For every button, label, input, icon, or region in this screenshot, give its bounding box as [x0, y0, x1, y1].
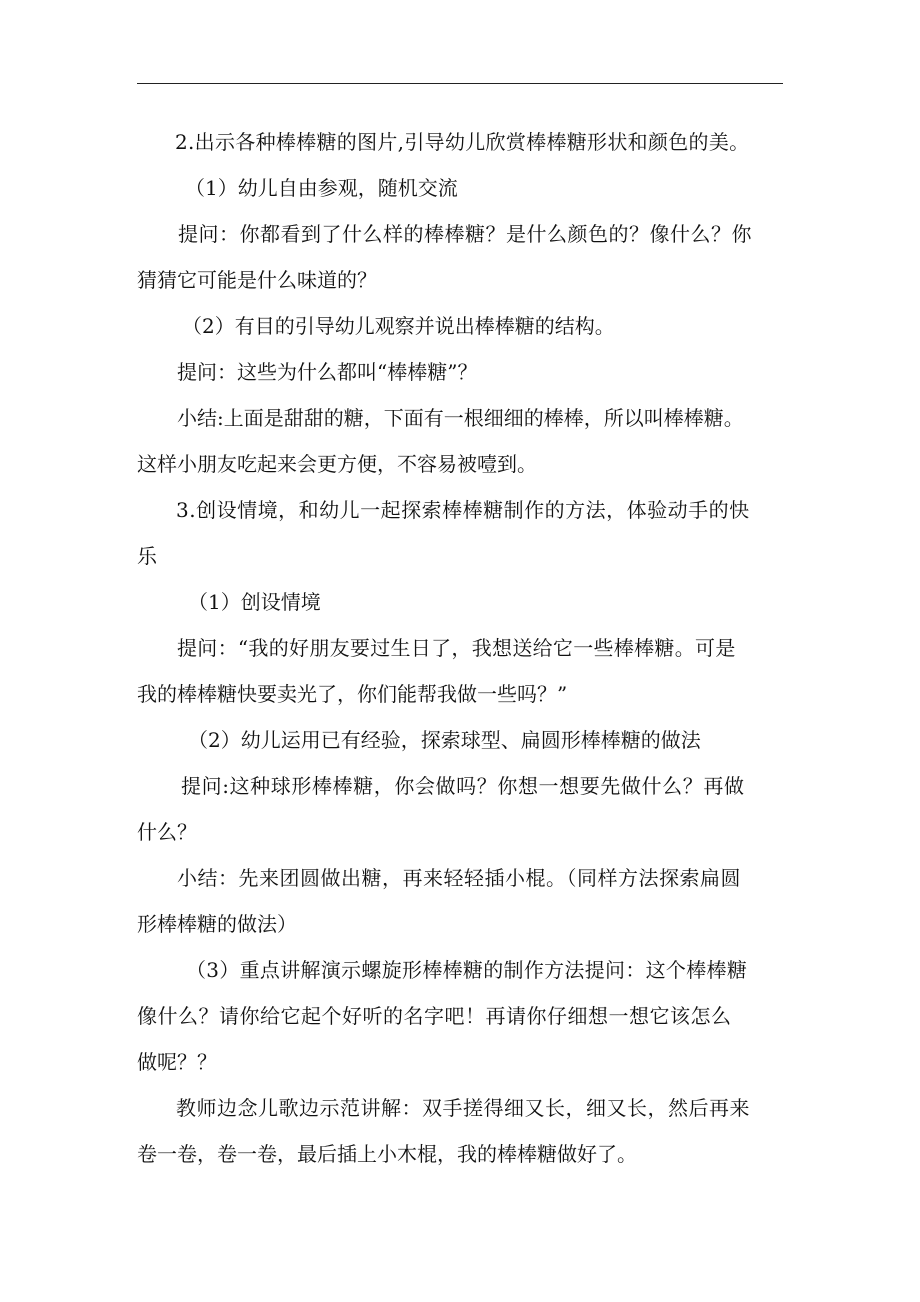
text-line-8: 这样小朋友吃起来会更方便，不容易被噎到。 [137, 452, 537, 476]
text-line-1: 2.出示各种棒棒糖的图片,引导幼儿欣赏棒棒糖形状和颜色的美。 [175, 130, 750, 154]
text-line-21: 做呢？？ [137, 1050, 217, 1074]
text-line-2: （1）幼儿自由参观，随机交流 [185, 176, 458, 200]
text-line-10: 乐 [137, 544, 157, 568]
text-line-13: 我的棒棒糖快要卖光了，你们能帮我做一些吗？” [137, 682, 568, 706]
text-line-18: 形棒棒糖的做法） [137, 912, 297, 936]
text-line-3: 提问：你都看到了什么样的棒棒糖？是什么颜色的？像什么？你 [178, 222, 752, 246]
text-line-14: （2）幼儿运用已有经验，探索球型、扁圆形棒棒糖的做法 [188, 728, 701, 752]
text-line-5: （2）有目的引导幼儿观察并说出棒棒糖的结构。 [182, 314, 615, 338]
text-line-16: 什么？ [137, 820, 197, 844]
text-line-23: 卷一卷，卷一卷，最后插上小木棍，我的棒棒糖做好了。 [137, 1142, 637, 1166]
text-line-6: 提问：这些为什么都叫“棒棒糖”？ [177, 360, 478, 384]
text-line-20: 像什么？请你给它起个好听的名字吧！再请你仔细想一想它该怎么 [137, 1004, 732, 1028]
text-line-17: 小结：先来团圆做出糖，再来轻轻插小棍。（同样方法探索扁圆 [177, 866, 741, 890]
text-line-12: 提问：“我的好朋友要过生日了，我想送给它一些棒棒糖。可是 [177, 636, 736, 660]
text-line-9: 3.创设情境，和幼儿一起探索棒棒糖制作的方法，体验动手的快 [176, 498, 750, 522]
text-line-15: 提问:这种球形棒棒糖，你会做吗？你想一想要先做什么？再做 [181, 774, 745, 798]
text-line-19: （3）重点讲解演示螺旋形棒棒糖的制作方法提问：这个棒棒糖 [186, 958, 748, 982]
header-rule [137, 83, 783, 84]
text-line-22: 教师边念儿歌边示范讲解：双手搓得细又长，细又长，然后再来 [176, 1096, 750, 1120]
text-line-11: （1）创设情境 [188, 590, 321, 614]
text-line-4: 猜猜它可能是什么味道的？ [137, 268, 377, 292]
text-line-7: 小结:上面是甜甜的糖，下面有一根细细的棒棒，所以叫棒棒糖。 [177, 406, 744, 430]
